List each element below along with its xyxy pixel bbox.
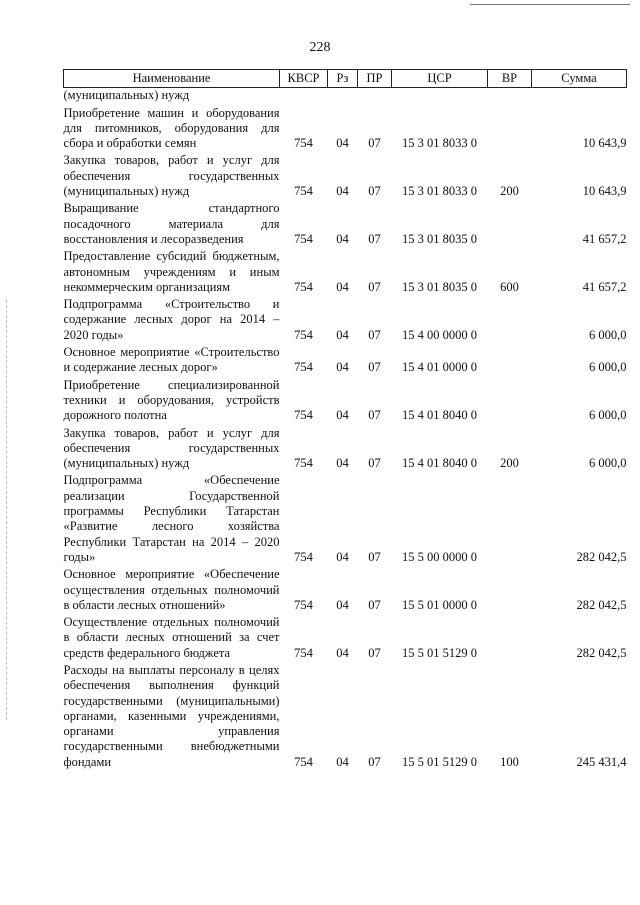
row-sum: 282 042,5 [576, 597, 627, 612]
row-kvsr: 754 [294, 360, 313, 375]
row-sum: 282 042,5 [576, 549, 627, 564]
row-pr: 07 [368, 136, 381, 151]
row-kvsr: 754 [294, 327, 313, 342]
row-vr [488, 613, 532, 661]
row-name: Закупка товаров, работ и услуг для обеспечения государственных (муниципальных) нужд [63, 425, 280, 471]
row-csr: 15 5 00 0000 0 [402, 549, 477, 564]
header-sum: Сумма [532, 70, 627, 88]
row-rz: 04 [336, 549, 349, 564]
row-csr: 15 4 01 8040 0 [402, 456, 477, 471]
row-name: Закупка товаров, работ и услуг для обеспечения государственных (муниципальных) нужд [63, 153, 280, 199]
table-row [64, 565, 627, 613]
row-csr: 15 4 01 8040 0 [402, 408, 477, 423]
top-rule [470, 4, 630, 5]
row-csr: 15 4 00 0000 0 [402, 327, 477, 342]
row-name: Выращивание стандартного посадочного материала для восстановления и лесоразведения [63, 201, 280, 246]
table-row [64, 247, 627, 295]
row-pr: 07 [368, 549, 381, 564]
table-row [64, 661, 627, 770]
continuation-row [64, 88, 627, 104]
row-pr: 07 [368, 279, 381, 294]
row-rz: 04 [336, 231, 349, 246]
row-csr: 15 5 01 5129 0 [402, 645, 477, 660]
row-vr [488, 376, 532, 424]
row-sum: 6 000,0 [589, 408, 627, 423]
row-kvsr: 754 [294, 279, 313, 294]
row-csr: 15 3 01 8035 0 [402, 279, 477, 294]
row-pr: 07 [368, 754, 381, 769]
page-number: 228 [309, 40, 331, 55]
row-vr: 200 [500, 184, 519, 199]
row-sum: 10 643,9 [582, 136, 627, 151]
row-pr: 07 [368, 184, 381, 199]
row-name: Основное мероприятие «Строительство и содержание лесных дорог» [63, 345, 280, 375]
table-header-row [64, 70, 627, 88]
row-pr: 07 [368, 360, 381, 375]
header-name: Наименование [64, 70, 280, 88]
header-kvsr: КВСР [280, 70, 328, 88]
row-kvsr: 754 [294, 184, 313, 199]
row-vr: 100 [500, 754, 519, 769]
row-rz: 04 [336, 754, 349, 769]
row-csr: 15 3 01 8033 0 [402, 136, 477, 151]
row-sum: 41 657,2 [582, 231, 627, 246]
row-name: Подпрограмма «Обеспечение реализации Государственной программы Республики Татарстан «Развитие лесного хозяйства Республики Татарстан на 2014 – 2020 годы» [63, 473, 280, 564]
row-csr: 15 5 01 0000 0 [402, 597, 477, 612]
row-rz: 04 [336, 645, 349, 660]
row-name: Осуществление отдельных полномочий в области лесных отношений за счет средств федерального бюджета [63, 615, 280, 660]
row-sum: 6 000,0 [589, 456, 627, 471]
row-vr: 200 [500, 456, 519, 471]
table-row [64, 343, 627, 376]
row-pr: 07 [368, 327, 381, 342]
row-vr [488, 295, 532, 343]
budget-table [63, 69, 627, 770]
row-kvsr: 754 [294, 597, 313, 612]
row-kvsr: 754 [294, 754, 313, 769]
row-kvsr: 754 [294, 408, 313, 423]
table-row [64, 151, 627, 199]
header-rz: Рз [328, 70, 358, 88]
row-sum: 6 000,0 [589, 327, 627, 342]
row-rz: 04 [336, 597, 349, 612]
row-sum: 41 657,2 [582, 279, 627, 294]
row-kvsr: 754 [294, 645, 313, 660]
row-name: Расходы на выплаты персоналу в целях обеспечения выполнения функций государственными (муниципальными) органами, казенными учреждениями, органами управления государственными внебюджетными фондами [63, 662, 280, 769]
row-sum: 6 000,0 [589, 360, 627, 375]
row-rz: 04 [336, 456, 349, 471]
row-pr: 07 [368, 408, 381, 423]
row-csr: 15 4 01 0000 0 [402, 360, 477, 375]
row-csr: 15 3 01 8035 0 [402, 231, 477, 246]
row-vr [488, 471, 532, 565]
header-pr: ПР [358, 70, 392, 88]
row-pr: 07 [368, 597, 381, 612]
row-name: Предоставление субсидий бюджетным, автономным учреждениям и иным некоммерческим организациям [63, 249, 280, 294]
row-sum: 10 643,9 [582, 184, 627, 199]
table-row [64, 199, 627, 247]
table-row [64, 471, 627, 565]
header-vr: ВР [488, 70, 532, 88]
row-sum: 282 042,5 [576, 645, 627, 660]
row-rz: 04 [336, 408, 349, 423]
row-kvsr: 754 [294, 231, 313, 246]
row-vr: 600 [500, 279, 519, 294]
row-vr [488, 565, 532, 613]
row-kvsr: 754 [294, 456, 313, 471]
continuation-text: (муниципальных) нужд [63, 88, 190, 103]
row-sum: 245 431,4 [576, 754, 627, 769]
row-kvsr: 754 [294, 549, 313, 564]
scan-margin-artifact [6, 300, 8, 720]
table-row [64, 104, 627, 152]
header-csr: ЦСР [392, 70, 488, 88]
row-rz: 04 [336, 327, 349, 342]
row-pr: 07 [368, 456, 381, 471]
row-name: Приобретение машин и оборудования для питомников, оборудования для сбора и обработки семян [63, 105, 280, 151]
table-row [64, 613, 627, 661]
row-vr [488, 199, 532, 247]
row-pr: 07 [368, 231, 381, 246]
row-rz: 04 [336, 360, 349, 375]
row-name: Приобретение специализированной техники и оборудования, устройств дорожного полотна [63, 377, 280, 423]
row-kvsr: 754 [294, 136, 313, 151]
row-vr [488, 343, 532, 376]
row-name: Подпрограмма «Строительство и содержание лесных дорог на 2014 – 2020 годы» [63, 297, 280, 342]
row-csr: 15 5 01 5129 0 [402, 754, 477, 769]
row-rz: 04 [336, 136, 349, 151]
row-rz: 04 [336, 184, 349, 199]
row-name: Основное мероприятие «Обеспечение осуществления отдельных полномочий в области лесных отношений» [63, 567, 280, 612]
table-row [64, 376, 627, 424]
table-row [64, 424, 627, 472]
row-pr: 07 [368, 645, 381, 660]
row-csr: 15 3 01 8033 0 [402, 184, 477, 199]
table-row [64, 295, 627, 343]
row-vr [488, 104, 532, 152]
row-rz: 04 [336, 279, 349, 294]
